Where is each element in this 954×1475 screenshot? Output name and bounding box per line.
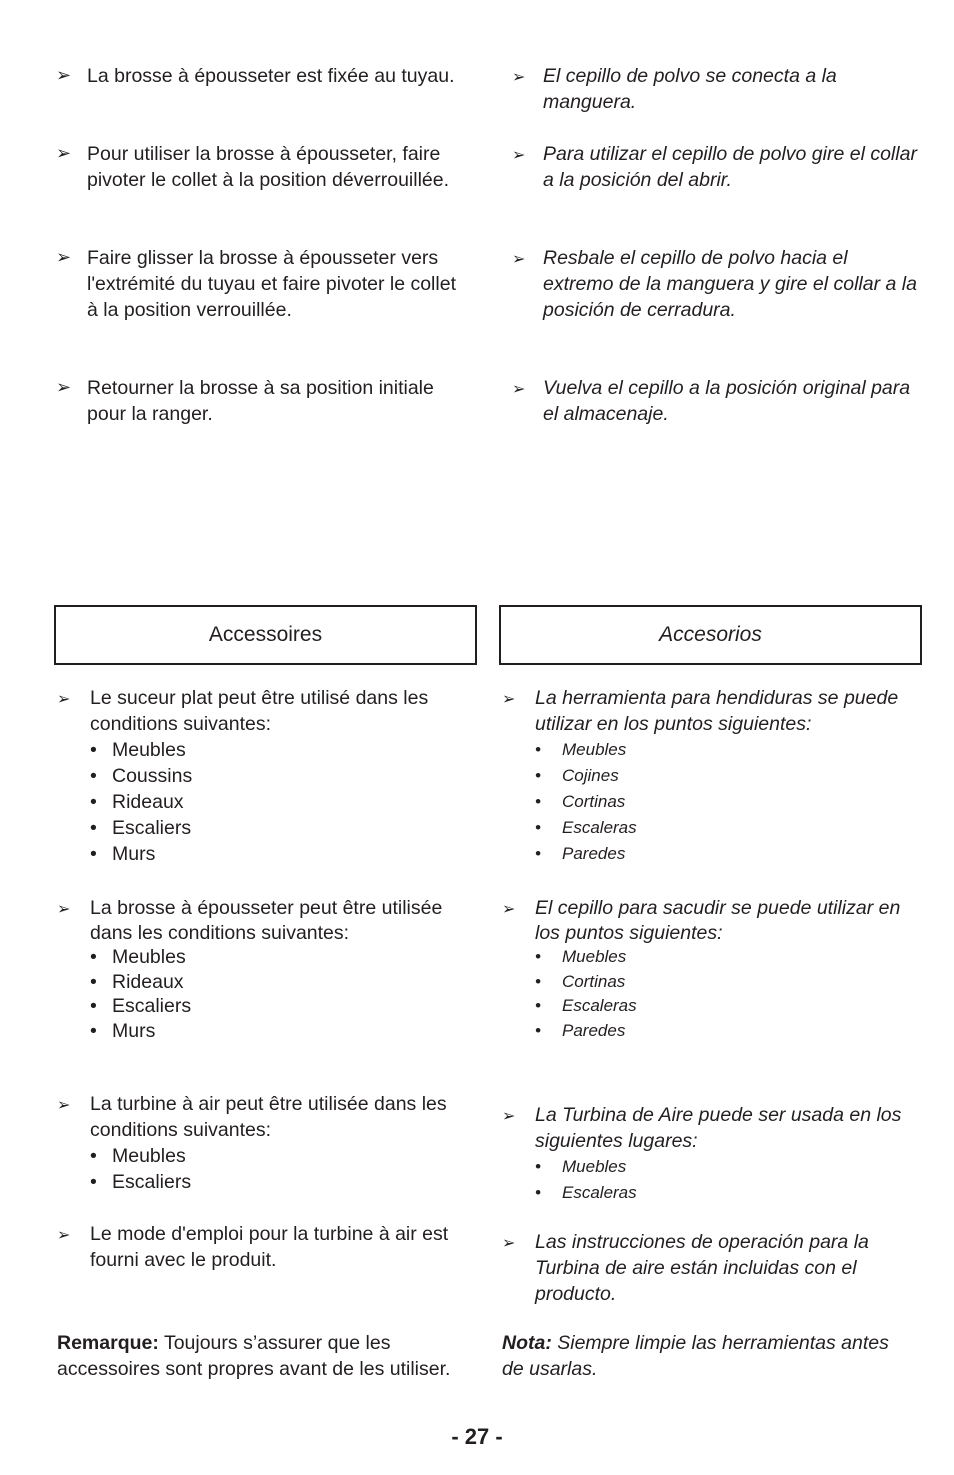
paragraph-text: La brosse à épousseter est fixée au tuyau. xyxy=(87,65,455,87)
paragraph-text: Retourner la brosse à sa position initiale pour la ranger. xyxy=(87,377,434,425)
bullet-dot-icon: • xyxy=(535,971,541,991)
arrow-bullet-icon: ➢ xyxy=(512,145,526,164)
note-es xyxy=(502,1330,902,1382)
acc-fr-item xyxy=(57,1221,469,1273)
bullet-dot-icon: • xyxy=(535,844,541,863)
bullet-dot-icon: • xyxy=(535,792,541,811)
list-item: • Paredes xyxy=(535,841,922,867)
bullet-dot-icon: • xyxy=(90,739,97,761)
note-text: Toujours s’assurer que les accessoires sont propres avant de les utiliser. xyxy=(57,1332,451,1380)
list-item: • Escaleras xyxy=(535,994,922,1019)
list-item: • Meubles xyxy=(535,737,922,763)
list-item: • Rideaux xyxy=(90,791,184,813)
arrow-bullet-icon: ➢ xyxy=(57,1225,71,1244)
arrow-bullet-icon: ➢ xyxy=(512,249,526,268)
arrow-bullet-icon: ➢ xyxy=(512,67,526,86)
acc-es-item xyxy=(502,1102,922,1206)
top-fr-item xyxy=(56,245,456,323)
acc-fr-item xyxy=(57,1091,469,1195)
bullet-dot-icon: • xyxy=(535,947,541,966)
section-heading-fr xyxy=(54,605,477,665)
acc-es-item xyxy=(502,896,922,1043)
bullet-dot-icon: • xyxy=(535,1020,541,1040)
section-heading-es xyxy=(499,605,922,665)
list-item: • Cojines xyxy=(535,763,922,789)
top-es-item xyxy=(512,375,922,427)
bullet-dot-icon: • xyxy=(90,946,97,968)
list-item: • Meubles xyxy=(90,946,186,968)
bullet-dot-icon: • xyxy=(535,818,541,837)
arrow-bullet-icon: ➢ xyxy=(57,1095,71,1114)
paragraph-text: Resbale el cepillo de polvo hacia el extremo de la manguera y gire el collar a la posición de cerradura. xyxy=(543,247,917,321)
arrow-bullet-icon: ➢ xyxy=(56,143,72,164)
paragraph-text: El cepillo para sacudir se puede utilizar en los puntos siguientes: xyxy=(535,897,901,944)
list-item: • Escaleras xyxy=(535,1180,922,1206)
arrow-bullet-icon: ➢ xyxy=(502,689,516,708)
top-fr-item xyxy=(56,141,456,193)
bullet-dot-icon: • xyxy=(535,996,541,1015)
bullet-dot-icon: • xyxy=(90,1145,97,1167)
top-fr-item xyxy=(56,375,456,427)
arrow-bullet-icon: ➢ xyxy=(502,1233,516,1252)
note-fr xyxy=(57,1330,457,1382)
paragraph-text: Faire glisser la brosse à épousseter vers l'extrémité du tuyau et faire pivoter le collet à la position verrouillée. xyxy=(87,247,456,321)
bullet-dot-icon: • xyxy=(535,740,541,759)
list-item: • Escaleras xyxy=(535,815,922,841)
top-es-item xyxy=(512,245,922,323)
location-list xyxy=(535,945,922,1043)
list-item: • Meubles xyxy=(90,1145,186,1167)
note-text: Siempre limpie las herramientas antes de usarlas. xyxy=(502,1332,889,1380)
arrow-bullet-icon: ➢ xyxy=(57,689,71,708)
paragraph-text: Le suceur plat peut être utilisé dans les conditions suivantes: xyxy=(90,687,429,735)
bullet-dot-icon: • xyxy=(90,791,97,813)
list-item: • Escaliers xyxy=(90,1171,192,1193)
list-item: • Cortinas xyxy=(535,970,922,995)
paragraph-text: Para utilizar el cepillo de polvo gire el collar a la posición del abrir. xyxy=(543,143,917,191)
bullet-dot-icon: • xyxy=(90,765,97,787)
paragraph-text: Pour utiliser la brosse à épousseter, faire pivoter le collet à la position déverrouillée. xyxy=(87,143,450,191)
list-item: • Rideaux xyxy=(90,970,184,993)
location-list xyxy=(90,945,469,1043)
top-fr-item xyxy=(56,63,456,89)
list-item: • Escaliers xyxy=(90,817,192,839)
bullet-dot-icon: • xyxy=(90,817,97,839)
list-item: • Coussins xyxy=(90,765,193,787)
list-item: • Cortinas xyxy=(535,789,922,815)
bullet-dot-icon: • xyxy=(90,970,97,993)
acc-fr-item xyxy=(57,896,469,1043)
list-item: • Murs xyxy=(90,1019,156,1042)
paragraph-text: La Turbina de Aire puede ser usada en los siguientes lugares: xyxy=(535,1104,902,1152)
bullet-dot-icon: • xyxy=(90,1019,97,1042)
list-item: • Escaliers xyxy=(90,995,192,1017)
top-es-item xyxy=(512,141,922,193)
bullet-dot-icon: • xyxy=(535,766,541,785)
paragraph-text: Le mode d'emploi pour la turbine à air est fourni avec le produit. xyxy=(90,1223,449,1271)
bullet-dot-icon: • xyxy=(90,843,97,865)
list-item: • Muebles xyxy=(535,945,922,970)
location-list xyxy=(90,1143,469,1195)
note-label: Remarque: xyxy=(57,1332,159,1354)
acc-es-item xyxy=(502,685,922,867)
list-item: • Murs xyxy=(90,843,156,865)
list-item: • Paredes xyxy=(535,1019,922,1044)
heading-label: Accesorios xyxy=(659,623,762,646)
heading-label: Accessoires xyxy=(208,623,323,646)
bullet-dot-icon: • xyxy=(535,1183,541,1202)
arrow-bullet-icon: ➢ xyxy=(57,899,71,918)
paragraph-text: Vuelva el cepillo a la posición original para el almacenaje. xyxy=(543,377,911,425)
paragraph-text: El cepillo de polvo se conecta a la manguera. xyxy=(543,65,837,113)
location-list xyxy=(535,1154,922,1206)
location-list xyxy=(90,737,469,867)
arrow-bullet-icon: ➢ xyxy=(512,379,526,398)
acc-es-item xyxy=(502,1229,922,1307)
top-es-item xyxy=(512,63,922,115)
page-number: - 27 - xyxy=(451,1424,503,1449)
location-list xyxy=(535,737,922,867)
arrow-bullet-icon: ➢ xyxy=(502,899,516,918)
arrow-bullet-icon: ➢ xyxy=(56,377,72,398)
arrow-bullet-icon: ➢ xyxy=(502,1106,516,1125)
acc-fr-item xyxy=(57,685,469,867)
arrow-bullet-icon: ➢ xyxy=(56,247,72,268)
paragraph-text: La brosse à épousseter peut être utilisée dans les conditions suivantes: xyxy=(90,897,443,944)
paragraph-text: La turbine à air peut être utilisée dans les conditions suivantes: xyxy=(90,1093,447,1141)
note-label: Nota: xyxy=(502,1332,552,1354)
list-item: • Meubles xyxy=(90,739,186,761)
paragraph-text: La herramienta para hendiduras se puede utilizar en los puntos siguientes: xyxy=(535,687,899,735)
bullet-dot-icon: • xyxy=(90,995,97,1017)
arrow-bullet-icon: ➢ xyxy=(56,65,72,86)
paragraph-text: Las instrucciones de operación para la Turbina de aire están incluidas con el producto. xyxy=(535,1231,869,1305)
bullet-dot-icon: • xyxy=(90,1171,97,1193)
bullet-dot-icon: • xyxy=(535,1157,541,1176)
list-item: • Muebles xyxy=(535,1154,922,1180)
